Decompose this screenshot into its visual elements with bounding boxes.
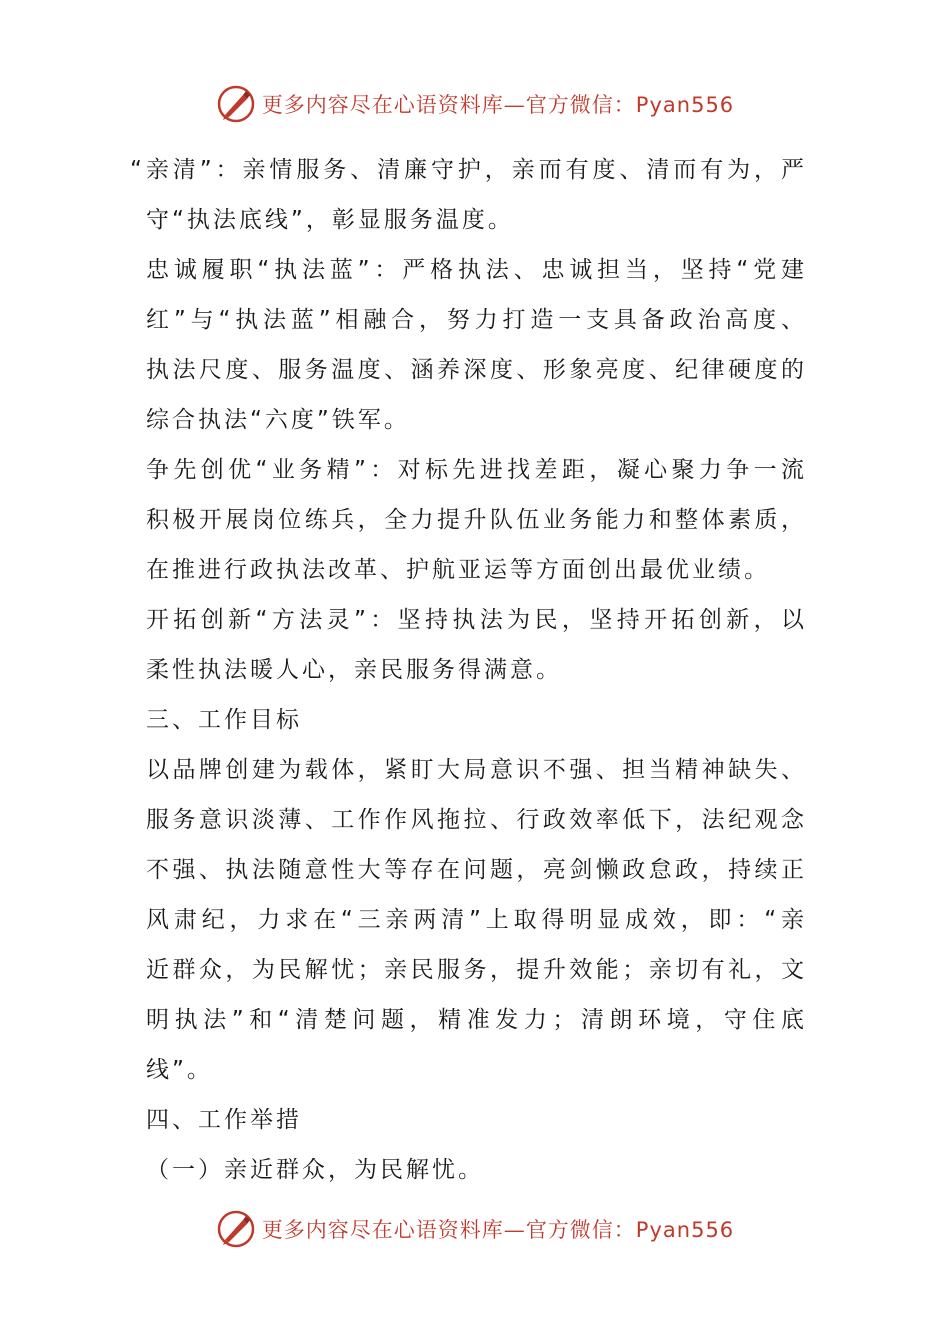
text-line: 在推进行政执法改革、护航亚运等方面创出最优业绩。	[146, 557, 770, 583]
text-line: 执法尺度、服务温度、涵养深度、形象亮度、纪律硬度的	[146, 357, 806, 383]
text-line: 明执法”和“清楚问题，精准发力；清朗环境，守住底	[146, 1007, 806, 1033]
banner-text: 更多内容尽在心语资料库—官方微信：Pyan556	[261, 93, 735, 117]
text-line: 近群众，为民解忧；亲民服务，提升效能；亲切有礼，文	[146, 957, 806, 983]
document-body	[130, 145, 806, 1195]
text-line: 柔性执法暖人心，亲民服务得满意。	[146, 657, 562, 683]
section-heading: 三、工作目标	[146, 707, 302, 733]
text-line: 风肃纪，力求在“三亲两清”上取得明显成效，即：“亲	[146, 907, 806, 933]
text-line: 线”。	[146, 1057, 213, 1083]
pen-logo-icon	[216, 1209, 256, 1249]
text-line: 综合执法“六度”铁军。	[146, 407, 410, 433]
text-line: 争先创优“业务精”：对标先进找差距，凝心聚力争一流	[146, 457, 806, 483]
text-line: 积极开展岗位练兵，全力提升队伍业务能力和整体素质，	[146, 507, 806, 533]
text-line: 红”与“执法蓝”相融合，努力打造一支具备政治高度、	[146, 307, 806, 333]
footer-banner	[0, 1207, 950, 1251]
text-line: 服务意识淡薄、工作作风拖拉、行政效率低下，法纪观念	[146, 807, 806, 833]
pen-logo-icon	[216, 84, 256, 124]
banner-text: 更多内容尽在心语资料库—官方微信：Pyan556	[261, 1218, 735, 1242]
text-line: 守“执法底线”，彰显服务温度。	[146, 207, 514, 233]
section-heading: 四、工作举措	[146, 1107, 302, 1133]
text-line: 忠诚履职“执法蓝”：严格执法、忠诚担当，坚持“党建	[146, 257, 806, 283]
text-line: “亲清”：亲情服务、清廉守护，亲而有度、清而有为，严	[130, 157, 806, 183]
text-line: 不强、执法随意性大等存在问题，亮剑懒政怠政，持续正	[146, 857, 806, 883]
header-banner	[0, 82, 950, 126]
subsection-heading: （一）亲近群众，为民解忧。	[146, 1157, 484, 1183]
text-line: 以品牌创建为载体，紧盯大局意识不强、担当精神缺失、	[146, 757, 806, 783]
text-line: 开拓创新“方法灵”：坚持执法为民，坚持开拓创新，以	[146, 607, 806, 633]
